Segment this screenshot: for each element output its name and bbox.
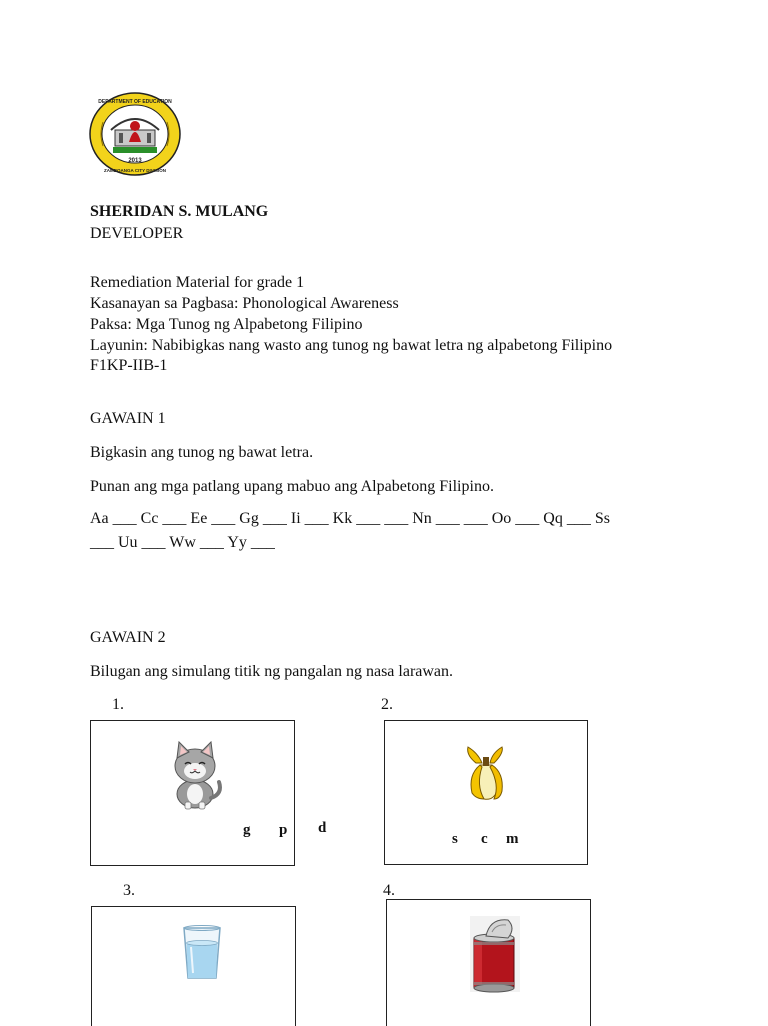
cat-icon	[165, 738, 225, 810]
seal-top-text: DEPARTMENT OF EDUCATION	[98, 99, 172, 105]
gawain-1-instruction-1: Bigkasin ang tunog ng bawat letra.	[90, 444, 314, 461]
seal-year: 2013	[128, 158, 142, 164]
seal-bottom-text: ZAMBOANGA CITY DIVISION	[103, 168, 167, 173]
gawain-1-instruction-2: Punan ang mga patlang upang mabuo ang Alpabetong Filipino.	[90, 478, 494, 495]
info-line-2: Kasanayan sa Pagbasa: Phonological Awareness	[90, 295, 399, 312]
deped-seal-logo	[89, 92, 181, 176]
alphabet-line-1: Aa ___ Cc ___ Ee ___ Gg ___ Ii ___ Kk ___ ___ Nn ___ ___ Oo ___ Qq ___ Ss	[90, 510, 610, 527]
info-line-3: Paksa: Mga Tunog ng Alpabetong Filipino	[90, 316, 363, 333]
item-number-2: 2.	[381, 696, 393, 713]
item-2-choice-s[interactable]: s	[452, 831, 458, 847]
info-line-4: Layunin: Nabibigkas nang wasto ang tunog ng bawat letra ng alpabetong Filipino	[90, 337, 613, 354]
item-number-4: 4.	[383, 882, 395, 899]
developer-name: SHERIDAN S. MULANG	[90, 203, 269, 220]
info-line-5: F1KP-IIB-1	[90, 357, 168, 374]
banana-icon	[464, 745, 508, 803]
item-1-choice-d[interactable]: d	[318, 820, 327, 836]
glass-of-water-icon	[181, 925, 223, 981]
gawain-2-title: GAWAIN 2	[90, 629, 166, 646]
item-2-choice-m[interactable]: m	[506, 831, 519, 847]
developer-role: DEVELOPER	[90, 225, 184, 242]
gawain-2-instruction: Bilugan ang simulang titik ng pangalan ng nasa larawan.	[90, 663, 454, 680]
item-1-choice-g[interactable]: g	[243, 822, 251, 838]
item-number-3: 3.	[123, 882, 135, 899]
item-number-1: 1.	[112, 696, 124, 713]
item-1-choice-p[interactable]: p	[279, 822, 288, 838]
info-line-1: Remediation Material for grade 1	[90, 274, 305, 291]
item-2-choice-c[interactable]: c	[481, 831, 488, 847]
alphabet-line-2: ___ Uu ___ Ww ___ Yy ___	[90, 534, 275, 551]
tin-can-icon	[468, 914, 522, 994]
gawain-1-title: GAWAIN 1	[90, 410, 166, 427]
